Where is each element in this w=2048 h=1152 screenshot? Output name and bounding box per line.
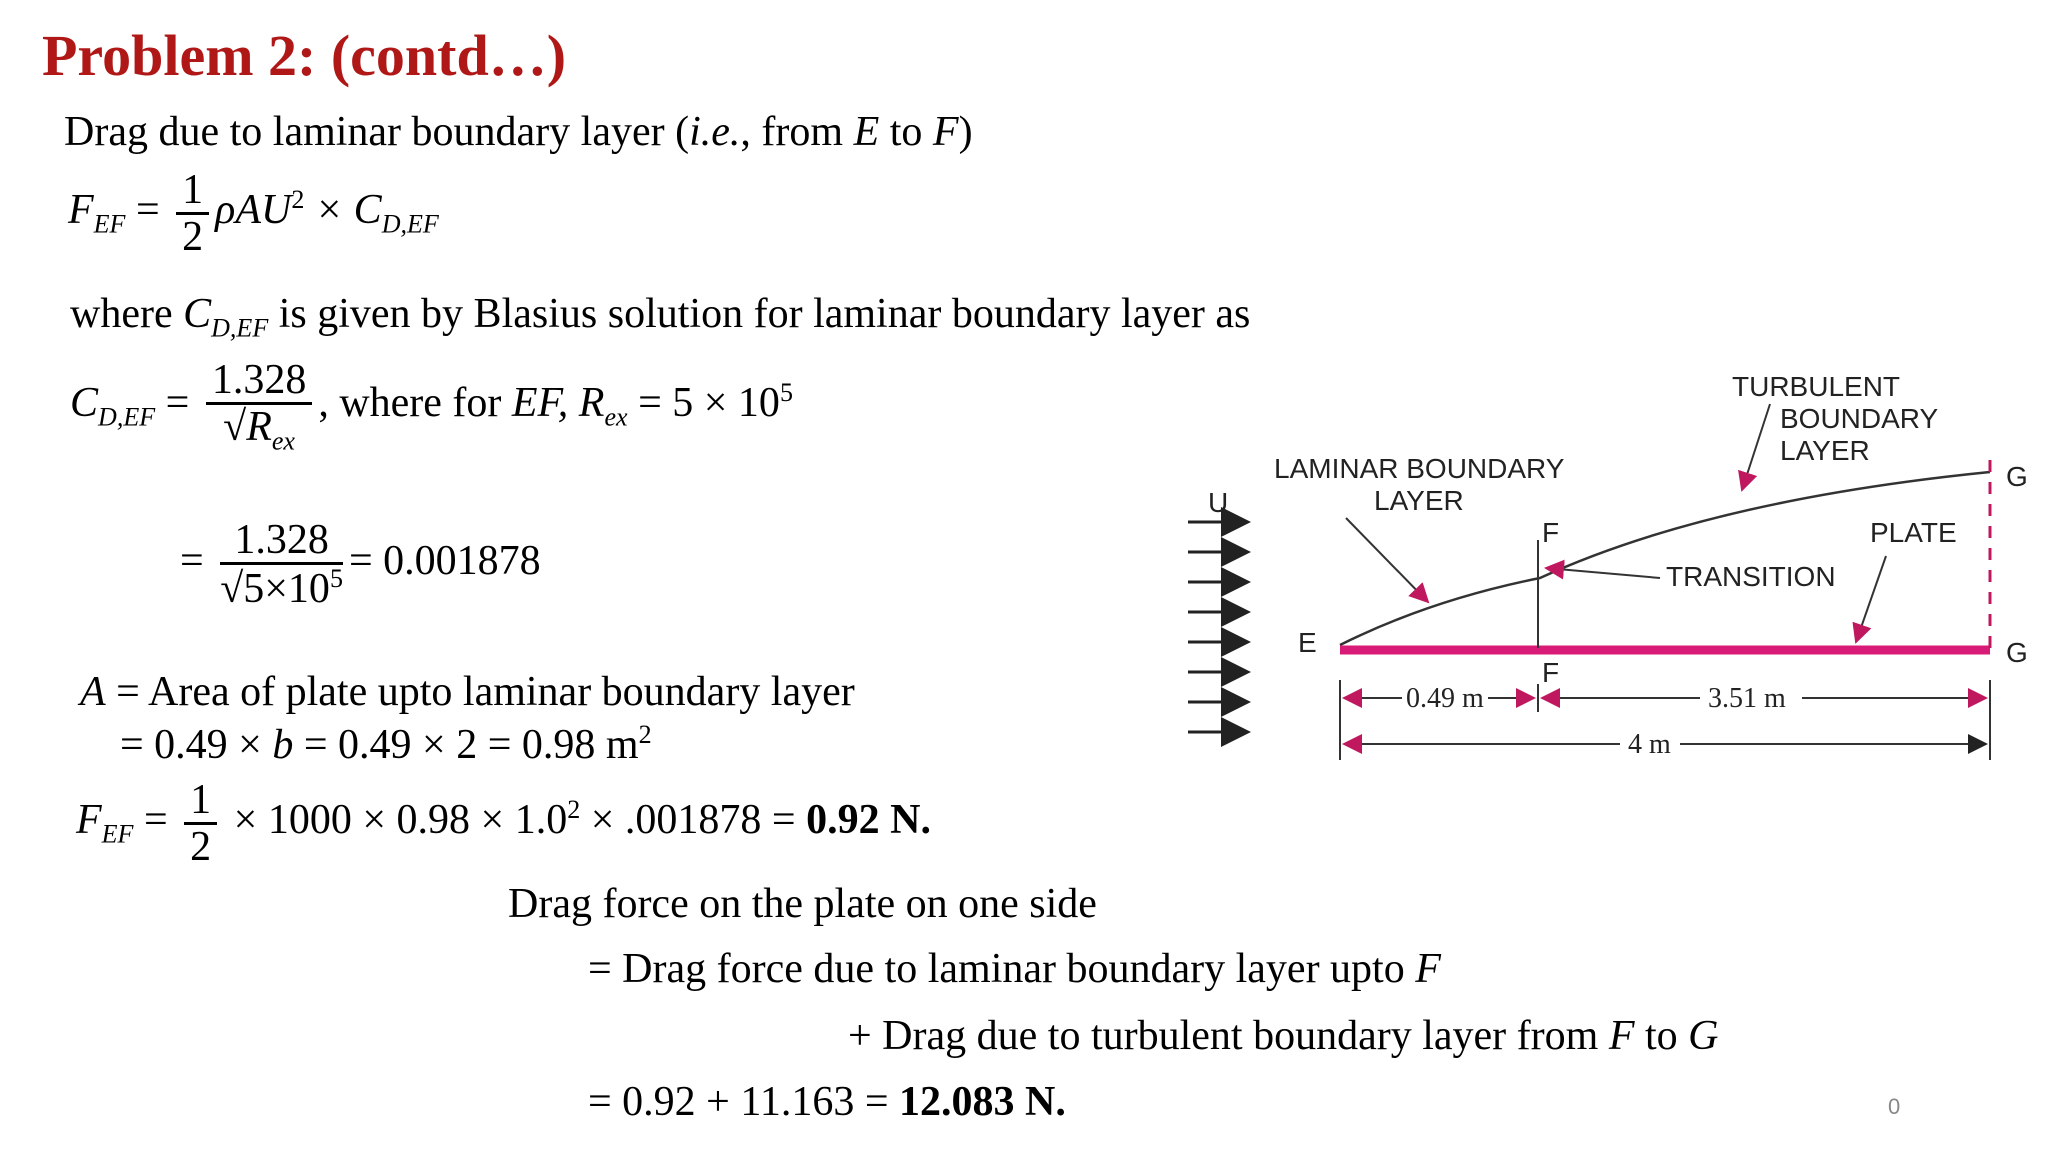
label-laminar-1: LAMINAR BOUNDARY [1274, 453, 1565, 484]
exponent: 5 [779, 378, 793, 408]
exponent: 2 [567, 795, 581, 825]
text-segment: = Area of plate upto laminar boundary layer [105, 669, 855, 715]
summary-line-1: Drag force on the plate on one side [508, 881, 1097, 927]
rex-value: = 5 × 10 [627, 380, 780, 427]
text-segment: × 1000 × 0.98 × 1.0 [223, 797, 568, 844]
label-laminar-2: LAYER [1374, 485, 1464, 516]
equals: = [125, 187, 171, 234]
denominator: 2 [190, 824, 212, 871]
text-segment: + Drag due to turbulent boundary layer from [848, 1013, 1609, 1059]
label-transition: TRANSITION [1666, 561, 1836, 592]
transition-pointer [1546, 568, 1660, 578]
symbol-F: F [76, 797, 102, 844]
subscript-ex: ex [604, 402, 628, 432]
equals: = [133, 797, 179, 844]
label-turbulent-1: TURBULENT [1732, 371, 1901, 402]
numerator: 1 [176, 168, 209, 215]
summary-line-4 [588, 1078, 1066, 1126]
equals: = [155, 380, 200, 427]
total-drag-result: 12.083 N. [899, 1079, 1066, 1125]
text-segment: F [932, 109, 959, 155]
fraction-half [184, 778, 217, 869]
dim-label-ef: 0.49 m [1406, 683, 1484, 714]
text-segment: is given by Blasius solution for laminar boundary layer as [268, 291, 1251, 337]
area-line [80, 668, 855, 716]
subscript-DEF: D,EF [211, 313, 269, 343]
rho-a-u: ρAU [215, 187, 292, 234]
text-segment: E [853, 109, 880, 155]
subscript-EF: EF [101, 819, 134, 849]
symbol-G: G [1688, 1013, 1719, 1059]
label-U: U [1208, 487, 1229, 518]
symbol-b: b [272, 722, 294, 768]
subscript-EF: EF [93, 209, 126, 239]
text-segment: = 0.92 + 11.163 = [588, 1079, 900, 1125]
cdef-result: = 0.001878 [348, 538, 541, 585]
slide-title: Problem 2: (contd…) [42, 23, 567, 88]
symbol-A: A [80, 669, 106, 715]
cdef-numeric [180, 518, 541, 611]
text-segment: i.e. [689, 109, 741, 155]
text-segment: = Drag force due to laminar boundary layer upto [588, 946, 1416, 992]
label-G-top: G [2006, 461, 2028, 492]
label-F-top: F [1542, 517, 1560, 548]
sqrt-r: √R [223, 404, 272, 451]
text-segment: to [1634, 1013, 1689, 1059]
text-segment: where [70, 291, 184, 337]
symbol-F: F [1415, 946, 1441, 992]
cdef-formula [70, 358, 793, 455]
dim-label-total: 4 m [1628, 729, 1671, 760]
fef-result: 0.92 N. [806, 797, 931, 844]
subscript-DEF: D,EF [98, 402, 156, 432]
symbol-C: C [70, 380, 99, 427]
fraction-half [176, 168, 209, 259]
label-G-bottom: G [2006, 637, 2028, 668]
summary-line-2 [588, 945, 1441, 993]
label-turbulent-2: BOUNDARY [1780, 403, 1939, 434]
fef-formula [68, 168, 439, 259]
where-blasius-line [70, 290, 1250, 343]
dim-label-fg: 3.51 m [1708, 683, 1786, 714]
equals: = [180, 538, 215, 585]
numerator: 1.328 [220, 518, 343, 565]
text-segment: = 0.49 × [120, 722, 273, 768]
drag-laminar-heading [64, 108, 973, 156]
subscript-ex: ex [271, 426, 295, 456]
text-segment: Drag due to laminar boundary layer ( [64, 109, 690, 155]
text-segment: = 0.49 × 2 = 0.98 m [293, 722, 639, 768]
symbol-C: C [183, 291, 212, 337]
denominator: 2 [182, 214, 204, 261]
text-segment: × .001878 = [580, 797, 807, 844]
turbulent-pointer [1742, 404, 1770, 490]
page-number: 0 [1888, 1094, 1901, 1119]
exponent: 2 [638, 720, 652, 749]
summary-line-3 [848, 1012, 1718, 1060]
text-segment: , where for [318, 380, 512, 427]
fef-numeric [76, 778, 931, 869]
label-plate: PLATE [1870, 517, 1957, 548]
area-value-line [120, 720, 652, 769]
numerator: 1 [184, 778, 217, 825]
label-E: E [1298, 627, 1317, 658]
exponent: 2 [291, 185, 305, 215]
sqrt-5x10: √5×10 [220, 566, 330, 613]
laminar-pointer [1346, 518, 1428, 602]
text-segment: to [879, 109, 933, 155]
text-segment: ) [958, 109, 973, 155]
numerator: 1.328 [206, 358, 313, 405]
plate-pointer [1856, 556, 1886, 642]
symbol-F: F [1608, 1013, 1635, 1059]
fraction-1328-sqrt-5e5 [220, 518, 343, 611]
symbol-F: F [68, 187, 94, 234]
flow-arrows [1188, 522, 1248, 732]
label-turbulent-3: LAYER [1780, 435, 1870, 466]
boundary-layer-diagram [1170, 360, 2040, 780]
fraction-1328-sqrt-rex [206, 358, 313, 455]
exponent: 5 [329, 564, 343, 594]
text-segment: , from [740, 109, 854, 155]
times-c: × C [304, 187, 382, 234]
subscript-DEF: D,EF [381, 209, 439, 239]
symbol-EF: EF [511, 380, 558, 427]
symbol-R: , R [557, 380, 605, 427]
label-F-bottom: F [1542, 657, 1560, 688]
